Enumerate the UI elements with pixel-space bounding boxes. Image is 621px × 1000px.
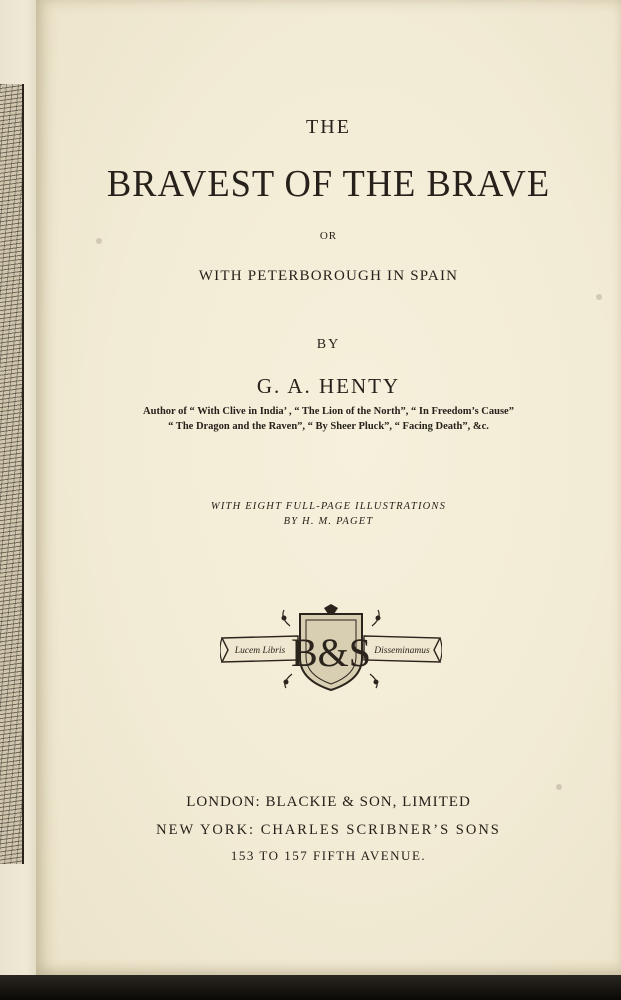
scan-bottom-edge	[0, 975, 621, 1000]
publisher-monogram: B&S	[290, 630, 372, 675]
paper-speck	[596, 294, 602, 300]
imprint-new-york: NEW YORK: CHARLES SCRIBNER’S SONS	[156, 822, 501, 838]
publisher-crest-icon	[220, 604, 442, 692]
byline-label: BY	[316, 337, 341, 352]
illustrator-credit: BY H. M. PAGET	[283, 516, 374, 527]
title-kicker: THE	[306, 116, 351, 138]
banner-motto-left: Lucem Libris	[234, 646, 286, 656]
title-conjunction: OR	[319, 230, 338, 242]
frontispiece-illustration-edge	[0, 84, 24, 864]
author-other-works-line: “ The Dragon and the Raven”, “ By Sheer Pluck”, “ Facing Death”, &c.	[168, 421, 489, 432]
imprint-london: LONDON: BLACKIE & SON, LIMITED	[186, 794, 471, 810]
author-other-works-line: Author of “ With Clive in India’ , “ The Lion of the North”, “ In Freedom’s Cause”	[143, 406, 514, 417]
banner-motto-right: Disseminamus	[374, 646, 430, 656]
book-title: BRAVEST OF THE BRAVE	[106, 163, 551, 205]
author-name: G. A. HENTY	[256, 374, 401, 398]
imprint-address: 153 TO 157 FIFTH AVENUE.	[230, 848, 427, 863]
illustrations-note: WITH EIGHT FULL-PAGE ILLUSTRATIONS	[210, 501, 447, 512]
title-page	[36, 0, 621, 975]
book-subtitle: WITH PETERBOROUGH IN SPAIN	[198, 268, 459, 284]
paper-speck	[556, 784, 562, 790]
